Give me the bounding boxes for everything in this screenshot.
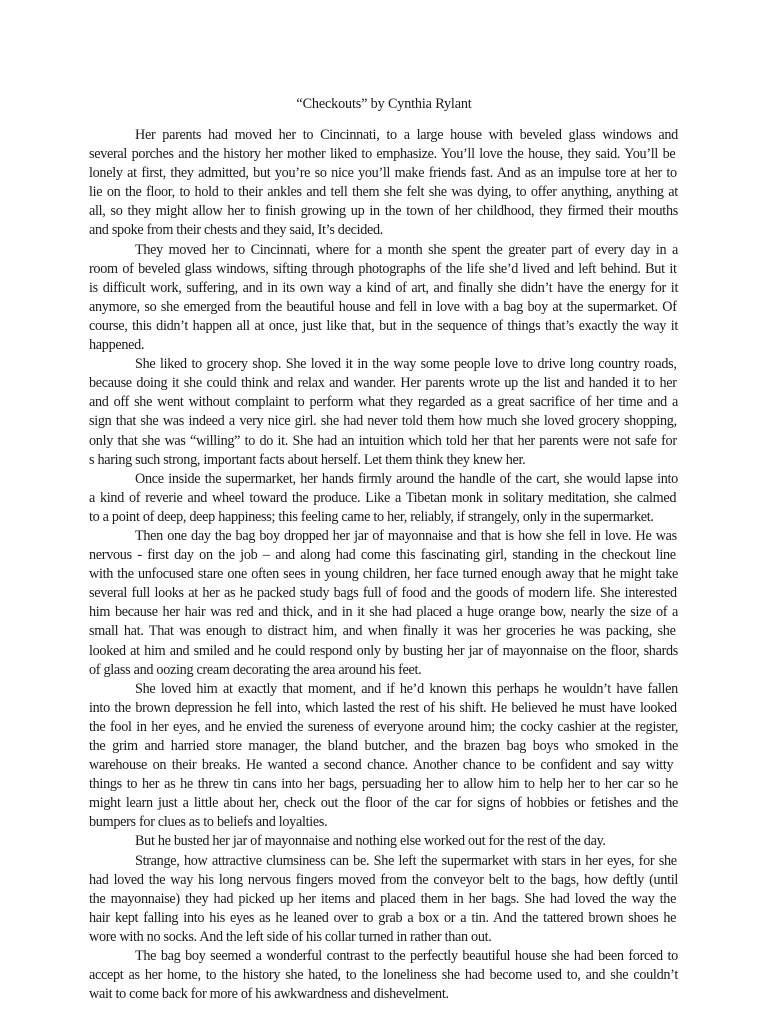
paragraph-line: and off she went without complaint to perform what they regarded as a great sacrifice of her time and a [89, 394, 679, 411]
paragraph [89, 832, 689, 851]
paragraph [89, 680, 689, 833]
paragraph-line: into the brown depression he fell into, which lasted the rest of his shift. He believed he must have looked [89, 699, 677, 716]
paragraph-line: the fool in her eyes, and he envied the sureness of everyone around him; the cocky cashier at the register, [89, 718, 679, 735]
paragraph-line: things to her as he threw tin cans into her bags, persuading her to allow him to help her to her car so he [89, 776, 678, 793]
paragraph-first-line: Strange, how attractive clumsiness can be. She left the supermarket with stars in her eyes, for she [135, 852, 677, 869]
paragraph-line: to a point of deep, deep happiness; this feeling came to her, reliably, if strangely, only in the supermarket. [89, 508, 654, 525]
paragraph [89, 852, 689, 947]
paragraph-line: the mayonnaise) they had picked up her items and placed them in her bags. She had loved the way the [89, 890, 677, 907]
paragraph-line: all, so they might allow her to finish growing up in the town of her childhood, they firmed their mouths [89, 203, 678, 220]
paragraph-line: and spoke from their chests and they said, It’s decided. [89, 222, 384, 239]
paragraph-first-line: Then one day the bag boy dropped her jar of mayonnaise and that is how she fell in love. He was [135, 527, 677, 544]
paragraph-line: nervous - first day on the job – and along had come this fascinating girl, standing in the checkout line [89, 547, 676, 564]
paragraph-line: small hat. That was enough to distract him, and when finally it was her groceries he was packing, she [89, 623, 676, 640]
paragraph-first-line: Once inside the supermarket, her hands firmly around the handle of the cart, she would lapse into [135, 470, 678, 487]
paragraph [89, 126, 689, 241]
paragraph-line: had loved the way his long nervous fingers moved from the conveyor belt to the bags, how deftly (until [89, 871, 679, 888]
document-body [89, 126, 689, 1004]
paragraph-line: bumpers for clues as to beliefs and loyalties. [89, 814, 328, 831]
paragraph-line: happened. [89, 337, 145, 354]
paragraph-first-line: She liked to grocery shop. She loved it in the way some people love to drive long country roads, [135, 356, 677, 373]
paragraph-line: wait to come back for more of his awkwardness and dishevelment. [89, 986, 449, 1003]
paragraph-line: accept as her home, to the history she hated, to the loneliness she had become used to, and she couldn’t [89, 967, 678, 984]
paragraph-line: a kind of reverie and wheel toward the produce. Like a Tibetan monk in solitary meditation, she calmed [89, 489, 677, 506]
paragraph-line: hair kept falling into his eyes as he leaned over to grab a box or a tin. And the tattered brown shoes he [89, 909, 677, 926]
paragraph-line: several full looks at her as he packed study bags full of food and the goods of modern life. She interested [89, 585, 677, 602]
paragraph-line: s haring such strong, important facts about herself. Let them think they knew her. [89, 451, 526, 468]
paragraph-line: with the unfocused stare one often sees in young children, her face turned enough away that he might take [89, 566, 679, 583]
paragraph-line: might learn just a little about her, check out the floor of the car for signs of hobbies or fetishes and the [89, 795, 679, 812]
paragraph [89, 355, 689, 470]
paragraph-line: the grim and harried store manager, the bland butcher, and the brazen bag boys who smoked in the [89, 738, 679, 754]
paragraph-first-line: They moved her to Cincinnati, where for a month she spent the greater part of every day in a [135, 241, 678, 258]
paragraph-first-line: But he busted her jar of mayonnaise and nothing else worked out for the rest of the day. [135, 833, 606, 850]
paragraph-line: looked at him and smiled and he could respond only by busting her jar of mayonnaise on the floor, shards [89, 642, 679, 659]
paragraph [89, 470, 689, 527]
paragraph-line: several porches and the history her mother liked to emphasize. You’ll love the house, they said. You’ll be [89, 146, 676, 163]
paragraph [89, 947, 689, 1004]
paragraph-line: because doing it she could think and relax and wander. Her parents wrote up the list and handed it to her [89, 375, 677, 392]
paragraph-line: only that she was “willing” to do it. She had an intuition which told her that her parents were not safe for [89, 432, 677, 449]
paragraph [89, 527, 689, 680]
paragraph-line: warehouse on their breaks. He wanted a second chance. Another chance to be confident and say witty [89, 757, 674, 774]
document-title: “Checkouts” by Cynthia Rylant [296, 96, 472, 112]
paragraph [89, 241, 689, 356]
paragraph-first-line: The bag boy seemed a wonderful contrast to the perfectly beautiful house she had been forced to [135, 948, 678, 965]
paragraph-line: anymore, so she emerged from the beautiful house and fell in love with a bag boy at the supermarket. Of [89, 298, 677, 315]
paragraph-line: room of beveled glass windows, sifting through photographs of the life she’d lived and left behind. But it [89, 260, 677, 277]
paragraph-line: is difficult work, suffering, and in its own way a kind of art, and finally she didn’t have the energy for it [89, 279, 679, 296]
paragraph-first-line: She loved him at exactly that moment, and if he’d known this perhaps he wouldn’t have fallen [135, 680, 678, 697]
paragraph-line: wore with no socks. And the left side of his collar turned in rather than out. [89, 928, 492, 945]
paragraph-line: lie on the floor, to hold to their ankles and tell them she felt she was dying, to offer anything, anything at [89, 184, 678, 201]
paragraph-line: lonely at first, they admitted, but you’re so nice you’ll make friends fast. And as an impulse tore at her to [89, 165, 677, 182]
paragraph-first-line: Her parents had moved her to Cincinnati, to a large house with beveled glass windows and [135, 127, 678, 143]
paragraph-line: course, this didn’t happen all at once, just like that, but in the sequence of things that’s exactly the way it [89, 317, 678, 334]
paragraph-line: him because her hair was red and thick, and in it she had placed a huge orange bow, nearly the size of a [89, 604, 678, 621]
paragraph-line: of glass and oozing cream decorating the area around his feet. [89, 661, 422, 678]
paragraph-line: sign that she was indeed a very nice girl. she had never told them how much she loved grocery shopping, [89, 413, 677, 430]
